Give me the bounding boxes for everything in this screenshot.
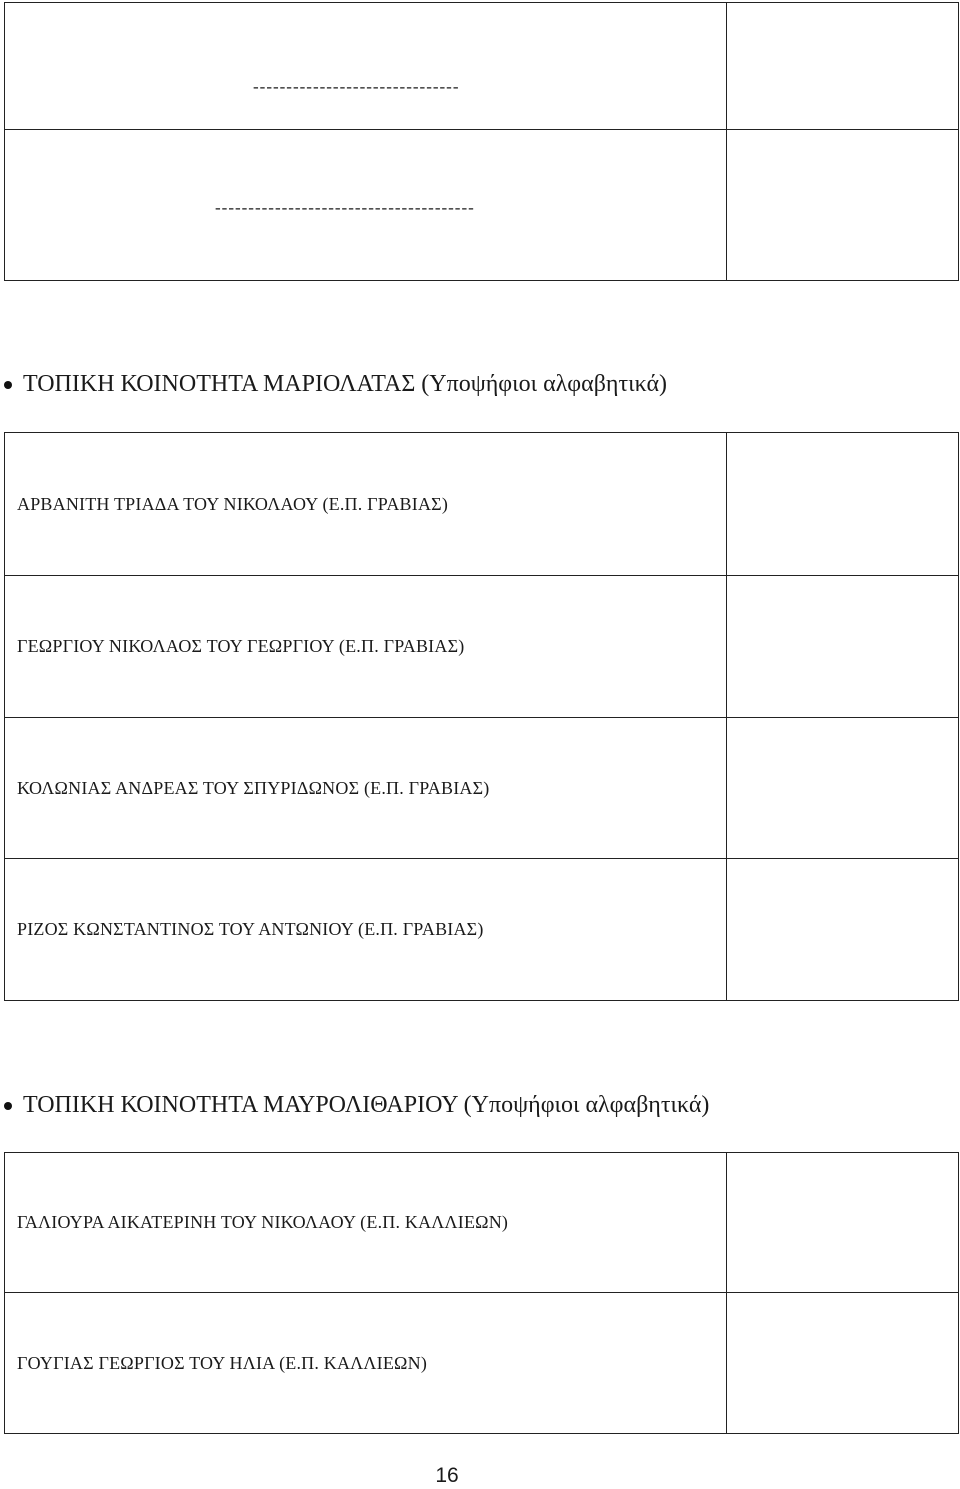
mark-box[interactable] <box>727 1293 959 1434</box>
mark-box[interactable] <box>727 859 959 1001</box>
table-row <box>5 1153 959 1293</box>
table-row <box>5 3 959 130</box>
candidate-name: ΑΡΒΑΝΙΤΗ ΤΡΙΑΔΑ ΤΟΥ ΝΙΚΟΛΑΟΥ (Ε.Π. ΓΡΑΒΙΑΣ) <box>17 493 449 514</box>
dashes-line: ------------------------------- <box>253 77 460 96</box>
candidates-table <box>4 1152 959 1434</box>
page-number: 16 <box>435 1464 459 1487</box>
candidate-name: ΓΟΥΓΙΑΣ ΓΕΩΡΓΙΟΣ ΤΟΥ ΗΛΙΑ (Ε.Π. ΚΑΛΛΙΕΩΝ) <box>17 1352 428 1373</box>
candidate-cell <box>5 433 727 576</box>
dashes-cell <box>5 130 727 281</box>
mark-box[interactable] <box>727 130 959 281</box>
candidate-name: ΓΑΛΙΟΥΡΑ ΑΙΚΑΤΕΡΙΝΗ ΤΟΥ ΝΙΚΟΛΑΟΥ (Ε.Π. ΚΑΛΛΙΕΩΝ) <box>17 1212 509 1232</box>
mark-box[interactable] <box>727 576 959 718</box>
dashes-line: --------------------------------------- <box>215 198 475 217</box>
mark-box[interactable] <box>727 1153 959 1293</box>
candidate-cell <box>5 1153 727 1293</box>
mark-box[interactable] <box>727 718 959 859</box>
section-heading-text: ΤΟΠΙΚΗ ΚΟΙΝΟΤΗΤΑ ΜΑΡΙΟΛΑΤΑΣ (Υποψήφιοι αλφαβητικά) <box>23 371 668 397</box>
mark-box[interactable] <box>727 3 959 130</box>
section-heading <box>0 371 667 398</box>
candidate-cell <box>5 859 727 1001</box>
candidate-cell <box>5 576 727 718</box>
table-row <box>5 859 959 1001</box>
section-heading <box>0 1092 709 1119</box>
table-row <box>5 718 959 859</box>
candidate-name: ΓΕΩΡΓΙΟΥ ΝΙΚΟΛΑΟΣ ΤΟΥ ΓΕΩΡΓΙΟΥ (Ε.Π. ΓΡΑΒΙΑΣ) <box>17 636 465 656</box>
table-row <box>5 1293 959 1434</box>
section-heading-text: ΤΟΠΙΚΗ ΚΟΙΝΟΤΗΤΑ ΜΑΥΡΟΛΙΘΑΡΙΟΥ (Υποψήφιοι αλφαβητικά) <box>23 1092 710 1118</box>
candidate-cell <box>5 718 727 859</box>
table-row <box>5 130 959 281</box>
top-table <box>4 2 959 281</box>
candidate-cell <box>5 1293 727 1434</box>
table-row <box>5 433 959 576</box>
candidate-name: ΡΙΖΟΣ ΚΩΝΣΤΑΝΤΙΝΟΣ ΤΟΥ ΑΝΤΩΝΙΟΥ (Ε.Π. ΓΡΑΒΙΑΣ) <box>17 919 484 939</box>
table-row <box>5 576 959 718</box>
candidate-name: ΚΟΛΩΝΙΑΣ ΑΝΔΡΕΑΣ ΤΟΥ ΣΠΥΡΙΔΩΝΟΣ (Ε.Π. ΓΡΑΒΙΑΣ) <box>17 777 490 798</box>
bullet-icon <box>4 1102 12 1110</box>
candidates-table <box>4 432 959 1001</box>
bullet-icon <box>4 381 12 389</box>
mark-box[interactable] <box>727 433 959 576</box>
dashes-cell <box>5 3 727 130</box>
